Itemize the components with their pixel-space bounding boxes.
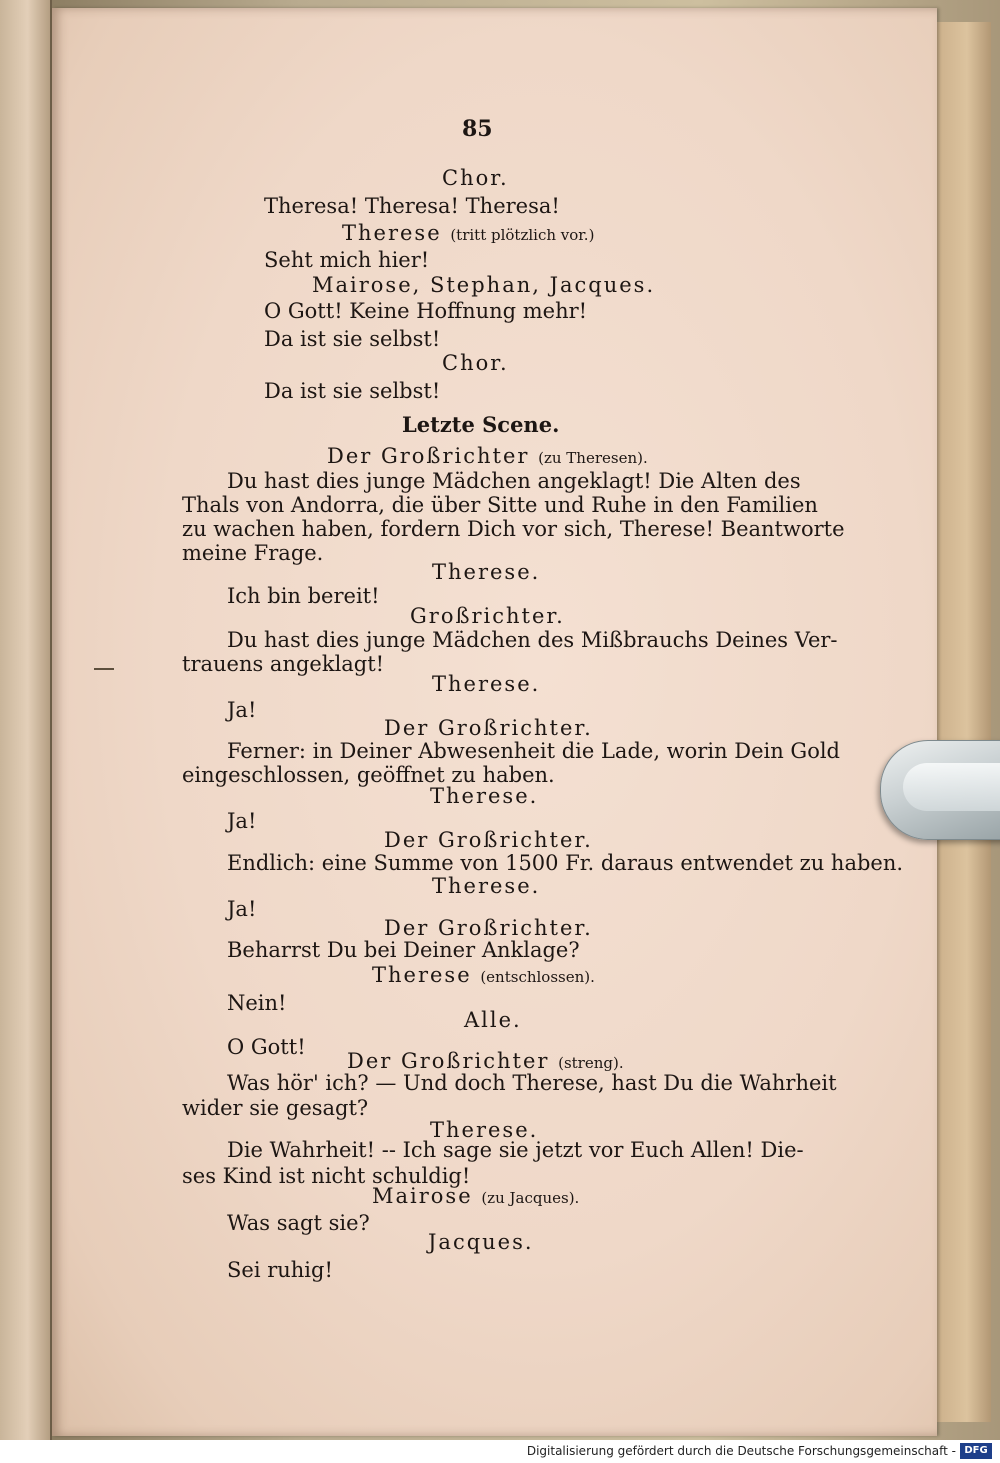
dialogue-line: Ja! xyxy=(227,897,257,921)
stage-direction: (zu Theresen). xyxy=(538,449,648,467)
dialogue-line: Nein! xyxy=(227,991,287,1015)
dialogue-line: O Gott! xyxy=(227,1035,306,1059)
speaker-label: Chor. xyxy=(442,166,509,190)
speaker-label: Jacques. xyxy=(428,1230,534,1254)
footer-bar xyxy=(0,1440,1000,1463)
speaker-label: Therese (entschlossen). xyxy=(372,963,595,987)
dialogue-line: trauens angeklagt! xyxy=(182,652,385,676)
stage-direction: (tritt plötzlich vor.) xyxy=(450,226,595,244)
speaker-label: Großrichter. xyxy=(410,604,565,628)
dialogue-line: Sei ruhig! xyxy=(227,1258,333,1282)
footer-credit: Digitalisierung gefördert durch die Deutsche Forschungsgemeinschaft - xyxy=(526,1444,956,1458)
clip-highlight xyxy=(903,763,1000,811)
stage-direction: (zu Jacques). xyxy=(481,1189,580,1207)
speaker-label: Therese. xyxy=(432,874,541,898)
page-number: 85 xyxy=(462,116,493,142)
previous-page-edge xyxy=(0,0,52,1440)
speaker-label: Der Großrichter. xyxy=(384,716,593,740)
speaker-label: Der Großrichter (zu Theresen). xyxy=(327,444,648,468)
speaker-label: Therese. xyxy=(430,1118,539,1142)
verse-line: O Gott! Keine Hoffnung mehr! xyxy=(264,299,588,323)
scene-heading: Letzte Scene. xyxy=(402,412,560,437)
page-clip xyxy=(880,740,1000,840)
dialogue-line: Endlich: eine Summe von 1500 Fr. daraus entwendet zu haben. xyxy=(227,851,904,875)
dfg-logo: DFG xyxy=(960,1443,992,1459)
dialogue-line: Ich bin bereit! xyxy=(227,584,380,608)
verse-line: Da ist sie selbst! xyxy=(264,327,441,351)
speaker-label: Der Großrichter. xyxy=(384,916,593,940)
stage-direction: (streng). xyxy=(558,1054,624,1072)
dialogue-line: Ja! xyxy=(227,698,257,722)
verse-line: Seht mich hier! xyxy=(264,248,430,272)
dialogue-line: meine Frage. xyxy=(182,541,324,565)
speaker-label: Mairose, Stephan, Jacques. xyxy=(312,273,656,297)
speaker-label: Therese. xyxy=(432,672,541,696)
speaker-label: Therese. xyxy=(430,784,539,808)
book-page xyxy=(52,8,937,1436)
speaker-label: Chor. xyxy=(442,351,509,375)
next-page-edge xyxy=(930,22,991,1422)
dialogue-line: Was sagt sie? xyxy=(227,1211,370,1235)
dialogue-line: zu wachen haben, fordern Dich vor sich, Therese! Beantworte xyxy=(182,517,845,541)
dialogue-line: Ja! xyxy=(227,809,257,833)
stage-direction: (entschlossen). xyxy=(480,968,595,986)
dialogue-line: eingeschlossen, geöffnet zu haben. xyxy=(182,763,555,787)
dialogue-line: ses Kind ist nicht schuldig! xyxy=(182,1164,471,1188)
speaker-label: Alle. xyxy=(464,1008,522,1032)
dialogue-line: Thals von Andorra, die über Sitte und Ruhe in den Familien xyxy=(182,493,818,517)
speaker-label: Mairose (zu Jacques). xyxy=(372,1184,580,1208)
dialogue-line: Die Wahrheit! -- Ich sage sie jetzt vor Euch Allen! Die- xyxy=(227,1138,804,1162)
dialogue-line: Du hast dies junge Mädchen angeklagt! Die Alten des xyxy=(227,469,801,493)
dialogue-line: Was hör' ich? — Und doch Therese, hast Du die Wahrheit xyxy=(227,1071,837,1095)
fold-mark xyxy=(94,668,114,710)
dialogue-line: Beharrst Du bei Deiner Anklage? xyxy=(227,938,580,962)
dialogue-line: Du hast dies junge Mädchen des Mißbrauchs Deines Ver- xyxy=(227,628,838,652)
dialogue-line: Ferner: in Deiner Abwesenheit die Lade, worin Dein Gold xyxy=(227,739,840,763)
speaker-label: Therese. xyxy=(432,560,541,584)
speaker-label: Der Großrichter. xyxy=(384,828,593,852)
verse-line: Da ist sie selbst! xyxy=(264,379,441,403)
dialogue-line: wider sie gesagt? xyxy=(182,1096,369,1120)
speaker-label: Der Großrichter (streng). xyxy=(347,1049,624,1073)
speaker-label: Therese (tritt plötzlich vor.) xyxy=(342,221,595,245)
verse-line: Theresa! Theresa! Theresa! xyxy=(264,194,560,218)
